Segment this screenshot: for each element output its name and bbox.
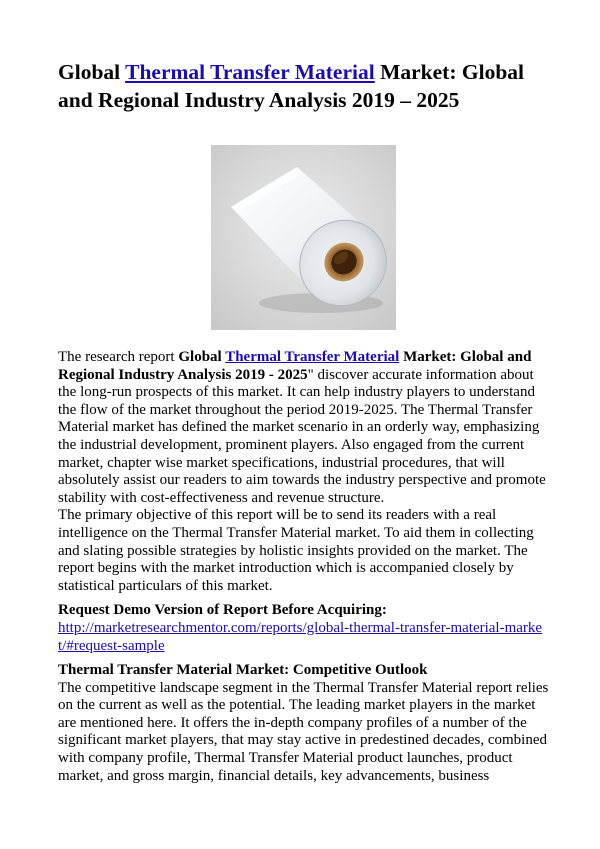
intro-rest: " discover accurate information about the long-run prospects of this market. It can help industry players to understand the flow of the market throughout the period 2019-2025. The Thermal Transfer Material market has defined the market scenario in an orderly way, emphasizing the industrial development, prominent players. Also engaged from the current market, chapter wise market specifications, industrial procedures, that will absolutely assist our readers to aim towards the industry perspective and promote stability with cost-effectiveness and revenue structure.: [58, 366, 546, 506]
intro-lead: The research report: [58, 349, 179, 365]
intro-paragraph: [58, 349, 550, 507]
intro-bold-suffix: Market: Global and Regional Industry Analysis 2019 - 2025: [58, 349, 532, 383]
objective-paragraph: The primary objective of this report will be to send its readers with a real intelligence on the Thermal Transfer Material market. To aid them in collecting and slating possible strategies by holistic insights provided on the market. The report begins with the market introduction which is accompanied closely by statistical particulars of this market.: [58, 507, 534, 594]
page-title: [58, 58, 548, 114]
intro-bold-prefix: Global: [178, 349, 226, 365]
competitive-outlook-paragraph: The competitive landscape segment in the Thermal Transfer Material report relies on the current as well as the potential. The leading market players in the market are mentioned here. It offers the in-depth company profiles of a number of the significant market players, that may stay active in predestined decades, combined with company profile, Thermal Transfer Material product launches, product market, and gross margin, financial details, key advancements, business: [58, 679, 549, 784]
request-demo-heading: Request Demo Version of Report Before Acquiring:: [58, 602, 387, 619]
product-image-thermal-transfer-roll: [211, 145, 396, 330]
intro-keyword-link[interactable]: Thermal Transfer Material: [225, 349, 400, 365]
article-body: [58, 349, 550, 785]
competitive-outlook-heading: Thermal Transfer Material Market: Competitive Outlook: [58, 662, 428, 679]
title-suffix: Market: Global and Regional Industry Analysis 2019 – 2025: [58, 60, 525, 112]
request-demo-link-wrap: [58, 620, 550, 655]
request-sample-link[interactable]: http://marketresearchmentor.com/reports/global-thermal-transfer-material-market/#request-sample: [58, 619, 543, 654]
title-keyword-link[interactable]: Thermal Transfer Material: [125, 60, 375, 84]
title-prefix: Global: [58, 60, 126, 84]
